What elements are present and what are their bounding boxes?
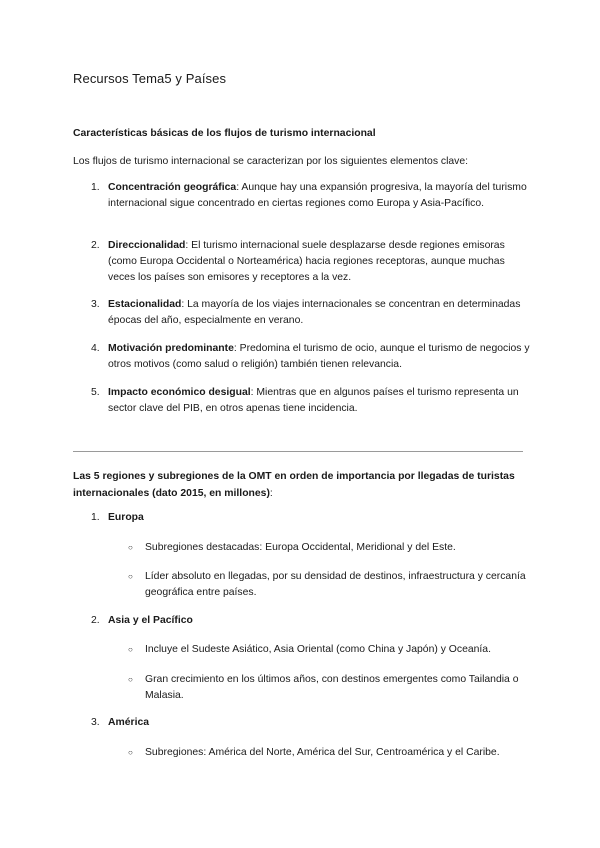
sub-list-item-text: Subregiones destacadas: Europa Occidental, Meridional y del Este. xyxy=(145,542,456,553)
list-item-text: : Aunque hay una expansión progresiva, la mayoría del turismo internacional sigue concentrado en ciertas regiones como Europa y Asia-Pacífico. xyxy=(108,182,527,209)
region-item-asia-pacifico xyxy=(91,613,193,629)
hollow-circle-icon: ○ xyxy=(128,645,133,654)
section-heading-characteristics: Características básicas de los flujos de turismo internacional xyxy=(73,128,376,139)
hollow-circle-icon: ○ xyxy=(128,748,133,757)
sub-list-item xyxy=(128,540,528,556)
list-item-text: : Predomina el turismo de ocio, aunque el turismo de negocios y otros motivos (como salud o religión) también tienen relevancia. xyxy=(108,343,530,370)
list-item-term: Motivación predominante xyxy=(108,343,234,354)
list-number: 2. xyxy=(91,240,100,251)
hollow-circle-icon: ○ xyxy=(128,543,133,552)
list-item-term: Concentración geográfica xyxy=(108,182,237,193)
sub-list-item-text: Líder absoluto en llegadas, por su densidad de destinos, infraestructura y cercanía geográfica entre países. xyxy=(145,571,526,598)
region-item-america xyxy=(91,715,149,731)
list-item-term: Direccionalidad xyxy=(108,240,186,251)
section-heading-text: Las 5 regiones y subregiones de la OMT en orden de importancia por llegadas de turistas internacionales (dato 2015, en millones) xyxy=(73,471,515,499)
list-item-text: : La mayoría de los viajes internacionales se concentran en determinadas épocas del año, especialmente en verano. xyxy=(108,299,521,326)
region-name: Europa xyxy=(108,512,144,523)
section-intro: Los flujos de turismo internacional se caracterizan por los siguientes elementos clave: xyxy=(73,156,469,167)
list-item xyxy=(91,385,531,417)
region-name: América xyxy=(108,717,150,728)
list-item xyxy=(91,341,531,373)
list-item xyxy=(91,180,531,212)
section-heading-regions xyxy=(73,468,528,502)
list-number: 1. xyxy=(91,512,100,523)
list-number: 5. xyxy=(91,387,100,398)
list-item-text: : El turismo internacional suele desplazarse desde regiones emisoras (como Europa Occidental o Norteamérica) hacia regiones receptoras, aunque muchas veces los países son emisores y receptores a la vez. xyxy=(108,240,505,283)
sub-list-item xyxy=(128,745,528,761)
sub-list-item-text: Gran crecimiento en los últimos años, con destinos emergentes como Tailandia o Malasia. xyxy=(145,674,519,701)
sub-list-item xyxy=(128,569,528,601)
sub-list-item xyxy=(128,642,528,658)
list-number: 1. xyxy=(91,182,100,193)
sub-list-item xyxy=(128,672,528,704)
sub-list-item-text: Incluye el Sudeste Asiático, Asia Oriental (como China y Japón) y Oceanía. xyxy=(145,644,491,655)
list-number: 2. xyxy=(91,615,100,626)
list-item-term: Estacionalidad xyxy=(108,299,182,310)
hollow-circle-icon: ○ xyxy=(128,572,133,581)
horizontal-divider xyxy=(73,451,523,452)
list-item-term: Impacto económico desigual xyxy=(108,387,251,398)
list-item xyxy=(91,297,531,329)
page-title: Recursos Tema5 y Países xyxy=(73,71,227,86)
list-number: 3. xyxy=(91,299,100,310)
list-item-text: : Mientras que en algunos países el turismo representa un sector clave del PIB, en otros apenas tiene incidencia. xyxy=(108,387,519,414)
list-number: 4. xyxy=(91,343,100,354)
hollow-circle-icon: ○ xyxy=(128,675,133,684)
list-number: 3. xyxy=(91,717,100,728)
region-item-europa xyxy=(91,510,144,526)
list-item xyxy=(91,238,531,286)
sub-list-item-text: Subregiones: América del Norte, América del Sur, Centroamérica y el Caribe. xyxy=(145,747,500,758)
section-heading-suffix: : xyxy=(269,488,273,499)
region-name: Asia y el Pacífico xyxy=(108,615,193,626)
